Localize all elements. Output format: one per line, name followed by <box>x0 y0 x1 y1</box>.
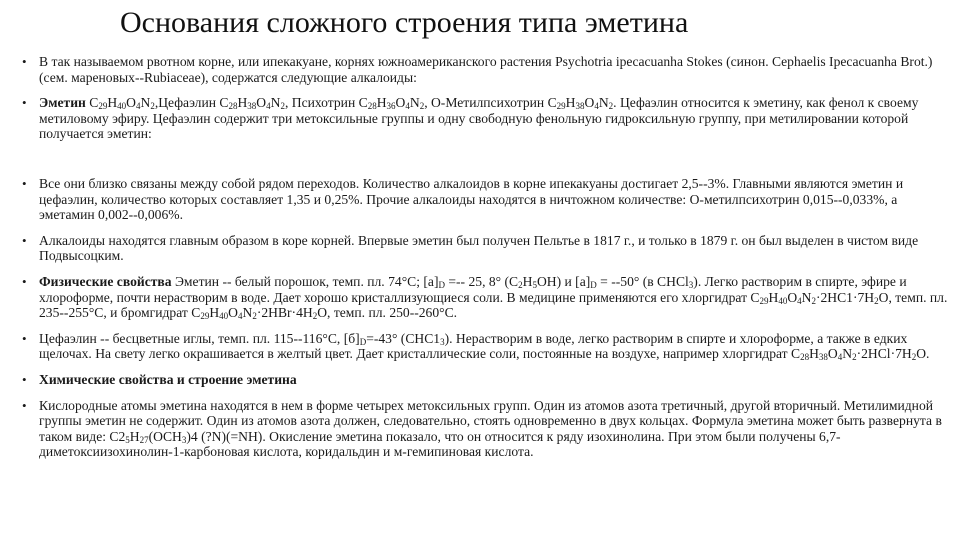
item-text: В так называемом рвотном корне, или ипекакуане, корнях южноамериканского растения Psychotria ipecacuanha Stokes (синон. Cephaelis Ipecacuanha Brot.) (сем. мареновых--Rubiaceae), содержатся следующие алкалоиды: <box>39 54 933 85</box>
bullet-icon: • <box>22 273 27 289</box>
bullet-icon: • <box>22 95 27 111</box>
item-text: . Цефаэлин относится к эметину, как фенол к своему метиловому эфиру. Цефаэлин содержит три метоксильные группы и одну свободную фенольную гидроксильную группу, при метилировании которой получается эметин: <box>39 95 919 142</box>
list-item-alkaloids: • Эметин $C_{29}H_{40}O_4N_2,Цефаэлин$ $C_{28}H_{38}O_4N_2$, Психотрин $C_{28}H_{36}O_4N_2$, O-Метилпсихотрин $C_{29}H_{38}O_4N_2$. Цефаэлин относится к эметину, как фенол к своему метиловому эфиру. Цефаэлин содержит три метоксильные группы и одну свободную фенольную гидроксильную группу, при метилировании которой получается эметин: <box>22 95 919 142</box>
list-item-structure: • Кислородные атомы эметина находятся в нем в форме четырех метоксильных групп. Один из атомов азота третичный, другой вторичный. Метилимидной группы эметин не содержит. Один из атомов азота должен, следовательно, стоять одновременно в двух кольцах. Формула эметина может быть развернута в таком виде: $C2_5H_{27}(OCH_3)4$ (?N)(=NH). Окисление эметина показало, что он относится к ряду изохинолина. При этом были получены 6,7-диметоксиизохинолин-1-карбоновая кислота, коридальдин и м-гемипиновая кислота. <box>22 397 942 460</box>
bullet-icon: • <box>22 232 27 248</box>
section-heading: Химические свойства и строение эметина <box>39 371 297 387</box>
list-item-chemical-heading <box>22 372 950 388</box>
list-item-physical-properties: • Физические свойства Эметин -- белый порошок, темп. пл. 74°C; $[a]_D$ =-- 25, 8° $(C_2H_5OH)$ и $[a]_D = --50^\circ$ (в CHCl$_3$). Легко растворим в спирте, эфире и хлороформе, почти нерастворим в воде. Дает хорошо кристаллизующиеся соли. В медицине применяются его хлоргидрат $C_{29}H_{40}O_4N_2\cdot 2HC1\cdot 7H_2O$, темп. пл. 235--255°C, и бромгидрат $C_{29}H_{40}O_4N_2\cdot 2HBr\cdot 4H_2O$, темп. пл. 250--260°C. <box>22 273 948 322</box>
item-lead: Физические свойства <box>39 273 172 289</box>
list-item-content <box>22 176 950 223</box>
bullet-icon: • <box>22 54 27 69</box>
slide-title: Основания сложного строения типа эметина <box>120 6 689 39</box>
formula-cephaeline: $_{28}H_{38}O_4N_2$ <box>228 95 285 112</box>
formula-methylpsychotrine: $_{29}H_{38}O_4N_2$ <box>556 95 614 112</box>
list-item-cephaeline: • Цефаэлин -- бесцветные иглы, темп. пл. 115--116°C, $[б]_D=-43^\circ$ $(CHC1_3)$. Нерастворим в воде, легко растворим в спирте и хлороформе, а также в едких щелочах. На свету легко окрашивается в желтый цвет. Дает кристаллические соли, постоянные на воздухе, например хлоргидрат $C_{28}H_{38}O_4N_2\cdot 2HCl\cdot 7H_2O$. <box>22 330 930 363</box>
bullet-icon: • <box>22 371 27 387</box>
formula-emetine: $C_{29}H_{40}O_4N_2$ <box>85 95 155 112</box>
item-lead: Эметин <box>39 95 86 111</box>
bullet-icon: • <box>22 175 27 191</box>
formula-psychotrine: $_{28}H_{36}O_4N_2$ <box>367 95 425 112</box>
list-item-intro <box>22 54 950 85</box>
list-item-history <box>22 233 950 264</box>
item-text: Все они близко связаны между собой рядом переходов. Количество алкалоидов в корне ипекакуаны достигает 2,5--3%. Главными являются эметин и цефаэлин, количество которых составляет 1,35 и 0,25%. Прочие алкалоиды находятся в ничтожном количестве: O-метилпсихотрин 0,015--0,033%, а эметамин 0,002--0,006%. <box>39 175 904 223</box>
bullet-list <box>22 54 950 470</box>
item-text: Алкалоиды находятся главным образом в коре корней. Впервые эметин был получен Пельтье в 1817 г., и только в 1879 г. он был выделен в чистом виде Подвысоцким. <box>39 232 919 264</box>
bullet-icon: • <box>22 397 27 413</box>
bullet-icon: • <box>22 330 27 346</box>
